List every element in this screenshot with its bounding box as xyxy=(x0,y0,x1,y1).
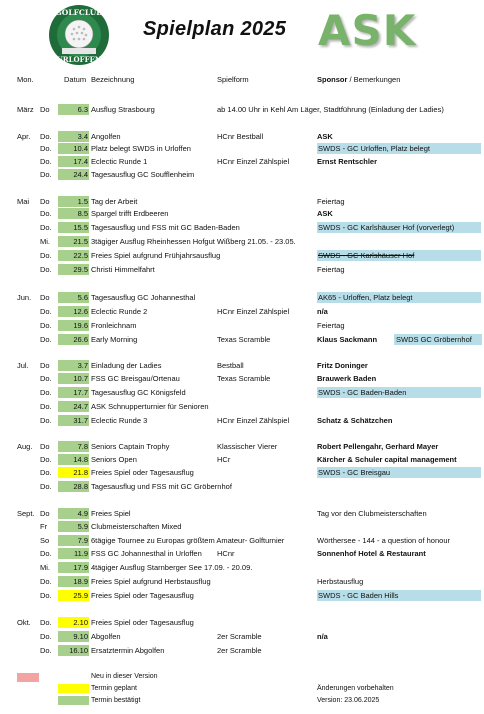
row-description: Seniors Open xyxy=(91,455,137,464)
row-description: 4tägiger Ausflug Starnberger See 17.09. - 20.09. xyxy=(91,563,253,572)
row-date: 17.4 xyxy=(58,156,89,167)
schedule-row xyxy=(0,250,484,261)
row-sponsor: SWDS - GC Baden-Baden xyxy=(317,387,481,398)
row-description: Ersatztermin Abgolfen xyxy=(91,646,165,655)
schedule-row xyxy=(0,508,484,519)
row-sponsor: Feiertag xyxy=(317,265,345,274)
row-weekday: Do. xyxy=(40,632,52,641)
row-weekday: Do. xyxy=(40,618,52,627)
schedule-row xyxy=(0,631,484,642)
row-format: HCnr Einzel Zählspiel xyxy=(217,157,290,166)
legend-swatch-confirmed xyxy=(58,696,89,705)
row-format: Klassischer Vierer xyxy=(217,442,278,451)
row-description: Spargel trifft Erdbeeren xyxy=(91,209,169,218)
row-weekday: Do. xyxy=(40,265,52,274)
row-sponsor: Ernst Rentschler xyxy=(317,157,378,166)
row-date: 5.9 xyxy=(58,521,89,532)
row-date: 8.5 xyxy=(58,208,89,219)
row-weekday: Do. xyxy=(40,468,52,477)
schedule-row xyxy=(0,562,484,573)
schedule-row xyxy=(0,548,484,559)
row-weekday: Do. xyxy=(40,251,52,260)
row-weekday: Do. xyxy=(40,591,52,600)
row-description: Seniors Captain Trophy xyxy=(91,442,170,451)
row-weekday: Mi. xyxy=(40,237,50,246)
col-header-sponsor xyxy=(317,75,400,84)
schedule-row xyxy=(0,387,484,398)
schedule-row xyxy=(0,576,484,587)
schedule-row xyxy=(0,617,484,628)
row-weekday: Do. xyxy=(40,132,52,141)
logo-text-bottom: URLOFFEN xyxy=(56,55,102,64)
row-weekday: Do. xyxy=(40,144,52,153)
brand-logo: ASK xyxy=(318,6,417,55)
row-month: Okt. xyxy=(17,618,31,627)
schedule-row xyxy=(0,196,484,207)
row-weekday: Do. xyxy=(40,223,52,232)
schedule-row xyxy=(0,320,484,331)
row-weekday: Do. xyxy=(40,455,52,464)
schedule-row xyxy=(0,169,484,180)
row-date: 4.9 xyxy=(58,508,89,519)
legend-label-new: Neu in dieser Version xyxy=(91,673,158,680)
schedule-row xyxy=(0,454,484,465)
row-format: 2er Scramble xyxy=(217,632,262,641)
row-format: HCnr Einzel Zählspiel xyxy=(217,307,290,316)
row-sponsor: n/a xyxy=(317,632,328,641)
row-description: Fronleichnam xyxy=(91,321,137,330)
row-description: Tagesausflug GC Königsfeld xyxy=(91,388,186,397)
schedule-row xyxy=(0,401,484,412)
row-weekday: So xyxy=(40,536,50,545)
row-weekday: Do. xyxy=(40,549,52,558)
row-description: 6tägige Tournee zu Europas größtem Amateur- Golfturnier xyxy=(91,536,285,545)
schedule-row xyxy=(0,645,484,656)
row-sponsor: Robert Pellengahr, Gerhard Mayer xyxy=(317,442,439,451)
row-date: 25.9 xyxy=(58,590,89,601)
row-format: Bestball xyxy=(217,361,244,370)
row-description: Christi Himmelfahrt xyxy=(91,265,155,274)
row-weekday: Do xyxy=(40,361,50,370)
row-weekday: Do. xyxy=(40,402,52,411)
row-date: 28.8 xyxy=(58,481,89,492)
row-description: Tagesausflug und FSS mit GC Baden-Baden xyxy=(91,223,240,232)
row-month: März xyxy=(17,105,34,114)
row-date: 3.7 xyxy=(58,360,89,371)
row-date: 26.6 xyxy=(58,334,89,345)
row-date: 16.10 xyxy=(58,645,89,656)
row-sponsor: Schatz & Schätzchen xyxy=(317,416,393,425)
schedule-row xyxy=(0,590,484,601)
row-date: 14.8 xyxy=(58,454,89,465)
row-weekday: Do. xyxy=(40,374,52,383)
row-sponsor: Feiertag xyxy=(317,197,345,206)
schedule-row xyxy=(0,415,484,426)
schedule-row xyxy=(0,334,484,345)
legend-label-planned: Termin geplant xyxy=(91,685,137,692)
row-weekday: Do. xyxy=(40,577,52,586)
row-date: 15.5 xyxy=(58,222,89,233)
row-sponsor: Sonnenhof Hotel & Restaurant xyxy=(317,549,426,558)
row-description: Abgolfen xyxy=(91,632,121,641)
row-date: 3.4 xyxy=(58,131,89,142)
row-description: ASK Schnupperturnier für Senioren xyxy=(91,402,209,411)
schedule-row xyxy=(0,104,484,115)
row-weekday: Do. xyxy=(40,482,52,491)
row-description: Tagesausflug GC Johannesthal xyxy=(91,293,196,302)
schedule-row xyxy=(0,222,484,233)
schedule-row xyxy=(0,264,484,275)
row-month: Jul. xyxy=(17,361,29,370)
row-date: 17.9 xyxy=(58,562,89,573)
row-format: ab 14.00 Uhr in Kehl Am Läger, Stadtführung (Einladung der Ladies) xyxy=(217,105,444,114)
row-date: 2.10 xyxy=(58,617,89,628)
row-date: 29.5 xyxy=(58,264,89,275)
row-format: HCnr Einzel Zählspiel xyxy=(217,416,290,425)
row-month: Sept. xyxy=(17,509,35,518)
schedule-row xyxy=(0,306,484,317)
row-month: Jun. xyxy=(17,293,32,302)
row-weekday: Fr xyxy=(40,522,48,531)
row-date: 10.7 xyxy=(58,373,89,384)
row-date: 10.4 xyxy=(58,143,89,154)
col-header-format: Spielform xyxy=(217,75,249,84)
row-description: Clubmeisterschaften Mixed xyxy=(91,522,182,531)
row-sponsor: Kärcher & Schuler capital management xyxy=(317,455,457,464)
row-description: Freies Spiel aufgrund Frühjahrsausflug xyxy=(91,251,221,260)
row-weekday: Do xyxy=(40,105,50,114)
col-header-remarks-label: / Bemerkungen xyxy=(347,75,401,84)
row-date: 24.7 xyxy=(58,401,89,412)
row-sponsor: Brauwerk Baden xyxy=(317,374,377,383)
row-date: 21.8 xyxy=(58,467,89,478)
row-description: Freies Spiel xyxy=(91,509,131,518)
page-title: Spielplan 2025 xyxy=(143,18,287,40)
schedule-row xyxy=(0,360,484,371)
schedule-row xyxy=(0,481,484,492)
row-description: FSS GC Johannesthal in Urloffen xyxy=(91,549,202,558)
row-sponsor: SWDS - GC Urloffen, Platz belegt xyxy=(317,143,481,154)
row-weekday: Mi. xyxy=(40,563,50,572)
row-month: Aug. xyxy=(17,442,33,451)
row-description: 3tägiger Ausflug Rheinhessen Hofgut Wißberg 21.05. - 23.05. xyxy=(91,237,296,246)
schedule-row xyxy=(0,373,484,384)
row-description: FSS GC Breisgau/Ortenau xyxy=(91,374,180,383)
row-sponsor: SWDS - GC Baden Hills xyxy=(317,590,481,601)
row-date: 5.6 xyxy=(58,292,89,303)
golfclub-logo xyxy=(44,4,114,66)
row-description: Tag der Arbeit xyxy=(91,197,138,206)
row-date: 7.8 xyxy=(58,441,89,452)
schedule-row xyxy=(0,131,484,142)
row-sponsor: SWDS - GC Karlshäuser Hof xyxy=(317,250,481,261)
footer-version: Version: 23.06.2025 xyxy=(317,697,380,704)
row-date: 1.5 xyxy=(58,196,89,207)
row-date: 9.10 xyxy=(58,631,89,642)
row-weekday: Do. xyxy=(40,321,52,330)
schedule-row xyxy=(0,467,484,478)
row-date: 12.6 xyxy=(58,306,89,317)
row-weekday: Do. xyxy=(40,157,52,166)
legend-swatch-new xyxy=(17,673,39,682)
row-format: 2er Scramble xyxy=(217,646,262,655)
row-weekday: Do. xyxy=(40,335,52,344)
schedule-row xyxy=(0,441,484,452)
row-format: HCr xyxy=(217,455,231,464)
row-sponsor: Tag vor den Clubmeisterschaften xyxy=(317,509,427,518)
row-description: Freies Spiel oder Tagesausflug xyxy=(91,618,194,627)
row-date: 24.4 xyxy=(58,169,89,180)
row-date: 7.9 xyxy=(58,535,89,546)
row-weekday: Do. xyxy=(40,416,52,425)
col-header-sponsor-label: Sponsor xyxy=(317,75,348,84)
row-weekday: Do xyxy=(40,442,50,451)
row-description: Freies Spiel aufgrund Herbstausflug xyxy=(91,577,211,586)
row-format: Texas Scramble xyxy=(217,374,271,383)
schedule-row xyxy=(0,208,484,219)
row-description: Ausflug Strasbourg xyxy=(91,105,155,114)
row-extra-note: SWDS GC Gröbernhof xyxy=(394,334,482,345)
legend-label-confirmed: Termin bestätigt xyxy=(91,697,141,704)
row-date: 11.9 xyxy=(58,548,89,559)
logo-text-top: GOLFCLUB xyxy=(55,8,103,17)
schedule-row xyxy=(0,535,484,546)
row-description: Early Morning xyxy=(91,335,138,344)
footer-changes-note: Änderungen vorbehalten xyxy=(317,685,394,692)
row-sponsor: SWDS - GC Karlshäuser Hof (vorverlegt) xyxy=(317,222,481,233)
row-date: 21.5 xyxy=(58,236,89,247)
schedule-row xyxy=(0,236,484,247)
row-date: 31.7 xyxy=(58,415,89,426)
row-weekday: Do xyxy=(40,509,50,518)
col-header-month: Mon. xyxy=(17,75,34,84)
schedule-row xyxy=(0,292,484,303)
row-format: Texas Scramble xyxy=(217,335,271,344)
row-format: HCnr Bestball xyxy=(217,132,264,141)
row-date: 18.9 xyxy=(58,576,89,587)
row-sponsor: Feiertag xyxy=(317,321,345,330)
row-description: Freies Spiel oder Tagesausflug xyxy=(91,468,194,477)
row-date: 22.5 xyxy=(58,250,89,261)
row-weekday: Do. xyxy=(40,170,52,179)
row-sponsor: ASK xyxy=(317,132,333,141)
row-description: Eclectic Runde 1 xyxy=(91,157,148,166)
row-description: Angolfen xyxy=(91,132,121,141)
row-date: 6.3 xyxy=(58,104,89,115)
row-sponsor: AK65 - Urloffen, Platz belegt xyxy=(317,292,481,303)
row-sponsor: ASK xyxy=(317,209,333,218)
row-sponsor: n/a xyxy=(317,307,328,316)
schedule-row xyxy=(0,143,484,154)
row-month: Mai xyxy=(17,197,30,206)
row-month: Apr. xyxy=(17,132,31,141)
row-description: Freies Spiel oder Tagesausflug xyxy=(91,591,194,600)
row-weekday: Do xyxy=(40,197,50,206)
schedule-row xyxy=(0,521,484,532)
row-weekday: Do. xyxy=(40,307,52,316)
row-weekday: Do xyxy=(40,293,50,302)
col-header-date: Datum xyxy=(64,75,87,84)
row-description: Eclectic Runde 3 xyxy=(91,416,148,425)
row-description: Einladung der Ladies xyxy=(91,361,162,370)
legend-swatch-planned xyxy=(58,684,89,693)
row-weekday: Do. xyxy=(40,209,52,218)
row-description: Eclectic Runde 2 xyxy=(91,307,148,316)
row-weekday: Do. xyxy=(40,388,52,397)
row-sponsor: Klaus Sackmann xyxy=(317,335,378,344)
schedule-row xyxy=(0,156,484,167)
row-date: 19.6 xyxy=(58,320,89,331)
row-description: Tagesausflug GC Soufflenheim xyxy=(91,170,195,179)
row-weekday: Do. xyxy=(40,646,52,655)
row-sponsor: Herbstausflug xyxy=(317,577,364,586)
row-sponsor: SWDS - GC Breisgau xyxy=(317,467,481,478)
row-format: HCnr xyxy=(217,549,235,558)
row-sponsor: Fritz Doninger xyxy=(317,361,368,370)
row-description: Platz belegt SWDS in Urloffen xyxy=(91,144,191,153)
col-header-description: Bezeichnung xyxy=(91,75,135,84)
row-sponsor: Wörthersee - 144 - a question of honour xyxy=(317,536,450,545)
row-date: 17.7 xyxy=(58,387,89,398)
row-description: Tagesausflug und FSS mit GC Gröbernhof xyxy=(91,482,232,491)
